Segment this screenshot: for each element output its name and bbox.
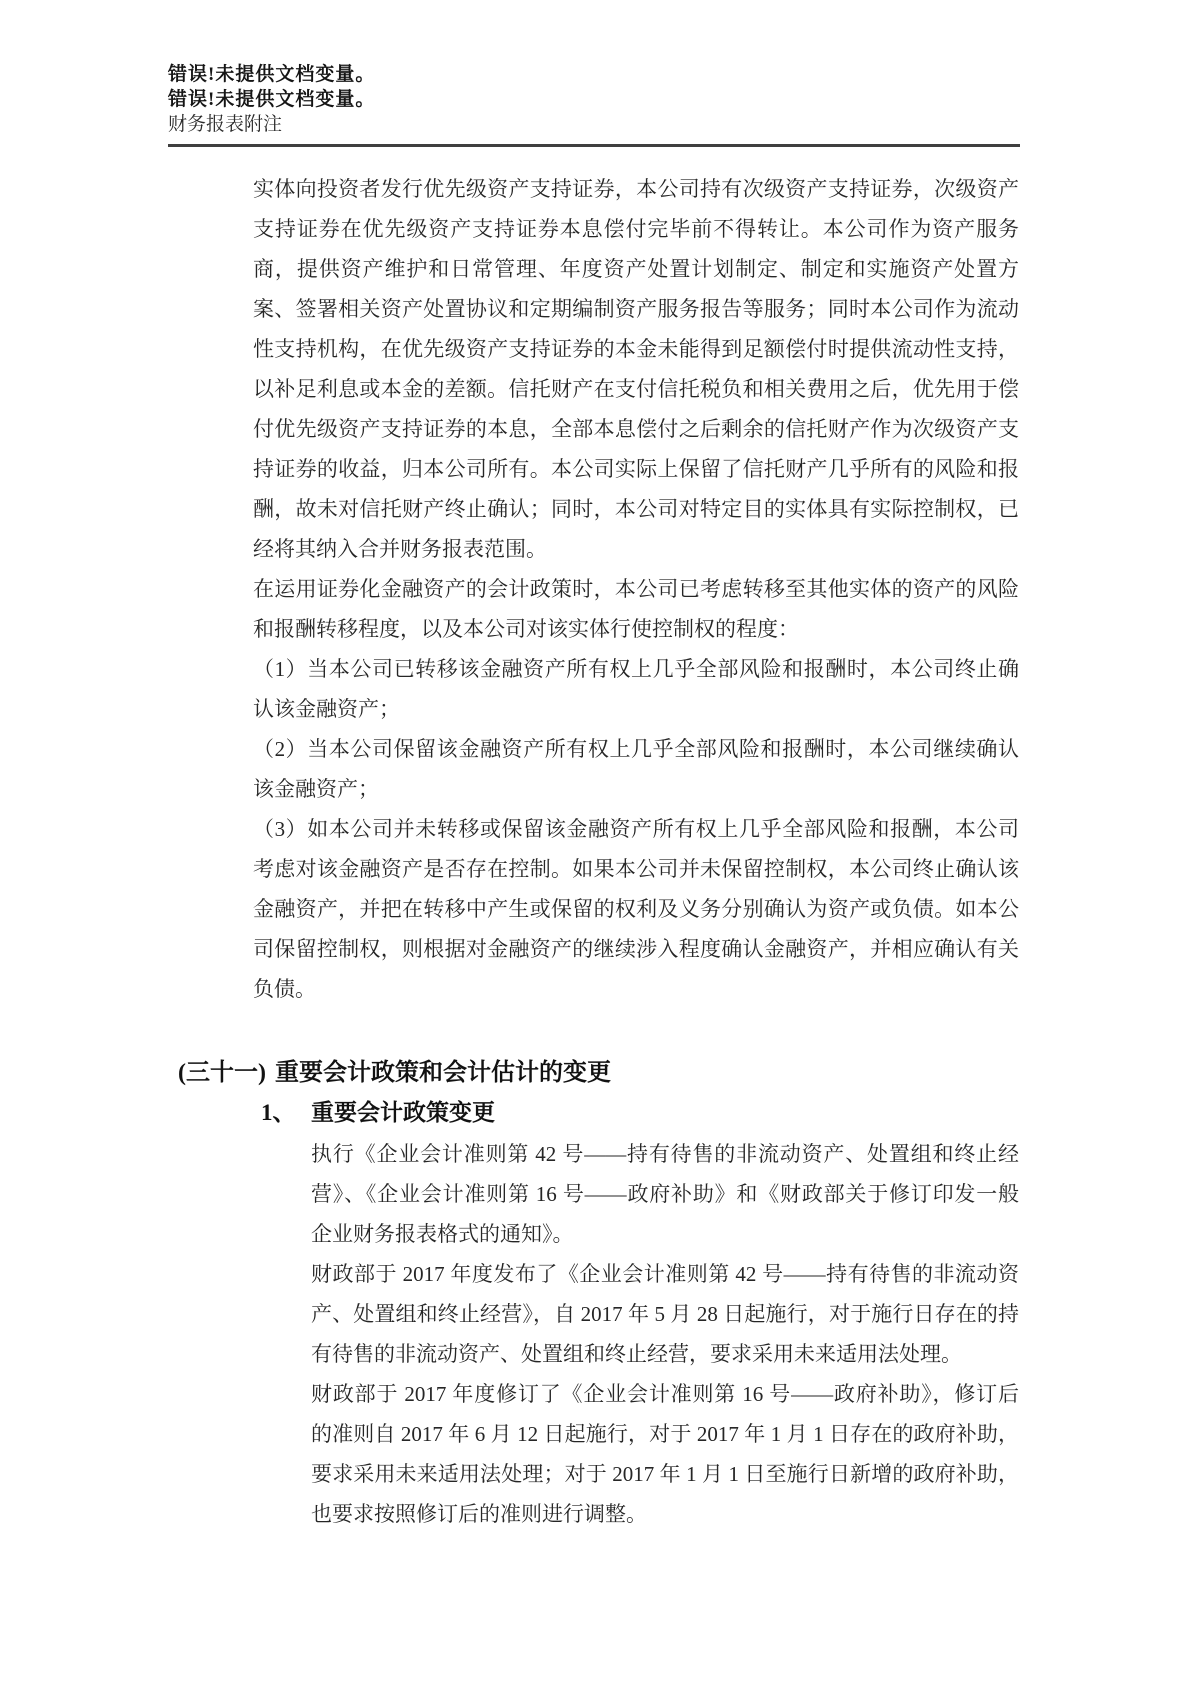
header-section-label: 财务报表附注 (168, 114, 283, 135)
text-line: 认该金融资产； (253, 697, 400, 721)
body-text-block (253, 169, 1019, 1009)
text-line: 付优先级资产支持证券的本息，全部本息偿付之后剩余的信托财产作为次级资产支 (253, 417, 1019, 441)
text-line: 负债。 (253, 977, 316, 1001)
text-line: 酬，故未对信托财产终止确认；同时，本公司对特定目的实体具有实际控制权，已 (253, 497, 1019, 521)
text-line: 财政部于 2017 年度修订了《企业会计准则第 16 号——政府补助》，修订后 (311, 1382, 1019, 1406)
text-line: 该金融资产； (253, 777, 379, 801)
text-line: （2）当本公司保留该金融资产所有权上几乎全部风险和报酬时，本公司继续确认 (253, 737, 1019, 761)
text-line: 持证券的收益，归本公司所有。本公司实际上保留了信托财产几乎所有的风险和报 (253, 457, 1019, 481)
item-1-title: 重要会计政策变更 (311, 1100, 495, 1125)
text-line: 商，提供资产维护和日常管理、年度资产处置计划制定、制定和实施资产处置方 (253, 257, 1019, 281)
text-line: 经将其纳入合并财务报表范围。 (253, 537, 547, 561)
text-line: 财政部于 2017 年度发布了《企业会计准则第 42 号——持有待售的非流动资 (311, 1262, 1019, 1286)
text-line: 企业财务报表格式的通知》。 (311, 1222, 574, 1246)
section-31-title: 重要会计政策和会计估计的变更 (274, 1060, 611, 1086)
text-line: 和报酬转移程度，以及本公司对该实体行使控制权的程度： (253, 617, 799, 641)
text-line: 案、签署相关资产处置协议和定期编制资产服务报告等服务；同时本公司作为流动 (253, 297, 1019, 321)
text-line: 要求采用未来适用法处理；对于 2017 年 1 月 1 日至施行日新增的政府补助， (311, 1462, 1019, 1486)
header-divider-rule (168, 144, 1020, 147)
text-line: 实体向投资者发行优先级资产支持证券，本公司持有次级资产支持证券，次级资产 (253, 177, 1019, 201)
text-line: 的准则自 2017 年 6 月 12 日起施行，对于 2017 年 1 月 1 日存在的政府补助， (311, 1422, 1019, 1446)
text-line: 金融资产，并把在转移中产生或保留的权利及义务分别确认为资产或负债。如本公 (253, 897, 1019, 921)
text-line: 在运用证券化金融资产的会计政策时，本公司已考虑转移至其他实体的资产的风险 (253, 577, 1019, 601)
section-31-number: (三十一) (178, 1060, 266, 1086)
text-line: （3）如本公司并未转移或保留该金融资产所有权上几乎全部风险和报酬，本公司 (253, 817, 1019, 841)
text-line: （1）当本公司已转移该金融资产所有权上几乎全部风险和报酬时，本公司终止确 (253, 657, 1019, 681)
section-31-heading (178, 1056, 611, 1096)
text-line: 支持证券在优先级资产支持证券本息偿付完毕前不得转让。本公司作为资产服务 (253, 217, 1019, 241)
text-line: 执行《企业会计准则第 42 号——持有待售的非流动资产、处置组和终止经 (311, 1142, 1019, 1166)
header-doc-variable-error-1: 错误!未提供文档变量。 (168, 64, 376, 85)
item-1-text-block (311, 1134, 1019, 1534)
text-line: 也要求按照修订后的准则进行调整。 (311, 1502, 647, 1526)
text-line: 有待售的非流动资产、处置组和终止经营，要求采用未来适用法处理。 (311, 1342, 962, 1366)
item-1-heading (0, 1096, 1200, 1136)
text-line: 考虑对该金融资产是否存在控制。如果本公司并未保留控制权，本公司终止确认该 (253, 857, 1019, 881)
text-line: 性支持机构，在优先级资产支持证券的本金未能得到足额偿付时提供流动性支持， (253, 337, 1019, 361)
text-line: 产、处置组和终止经营》，自 2017 年 5 月 28 日起施行，对于施行日存在的持 (311, 1302, 1019, 1326)
text-line: 以补足利息或本金的差额。信托财产在支付信托税负和相关费用之后，优先用于偿 (253, 377, 1019, 401)
item-1-number: 1、 (261, 1100, 296, 1125)
text-line: 司保留控制权，则根据对金融资产的继续涉入程度确认金融资产，并相应确认有关 (253, 937, 1019, 961)
header-doc-variable-error-2: 错误!未提供文档变量。 (168, 89, 376, 110)
text-line: 营》、《企业会计准则第 16 号——政府补助》和《财政部关于修订印发一般 (311, 1182, 1019, 1206)
page-header (168, 62, 1020, 147)
